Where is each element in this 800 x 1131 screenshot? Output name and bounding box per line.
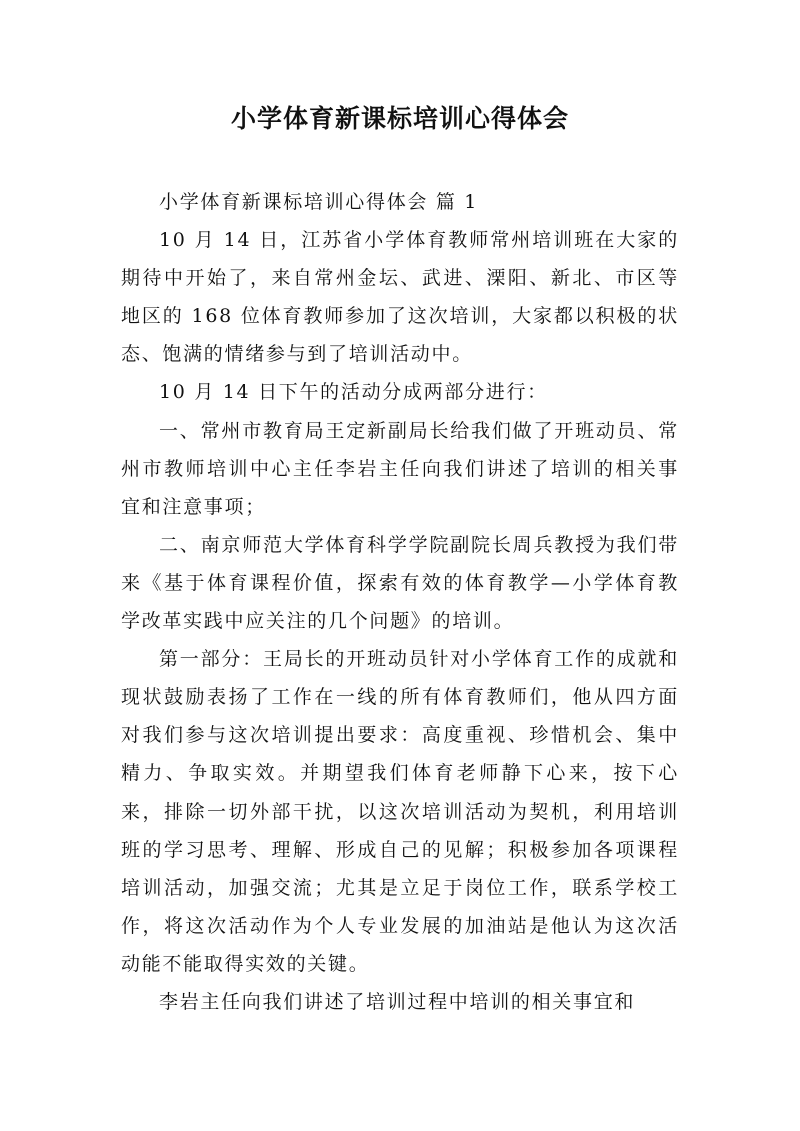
paragraph-first-section: 第一部分：王局长的开班动员针对小学体育工作的成就和现状鼓励表扬了工作在一线的所有体育教师们，他从四方面对我们参与这次培训提出要求：高度重视、珍惜机会、集中精力、争取实效。并期望我们体育老师静下心来，按下心来，排除一切外部干扰，以这次培训活动为契机，利用培训班的学习思考、理解、形成自己的见解；积极参加各项课程培训活动，加强交流；尤其是立足于岗位工作，联系学校工作，将这次活动作为个人专业发展的加油站是他认为这次活动能不能取得实效的关键。 bbox=[121, 648, 679, 975]
paragraph-intro: 10 月 14 日，江苏省小学体育教师常州培训班在大家的期待中开始了，来自常州金坛、武进、溧阳、新北、市区等地区的 168 位体育教师参加了这次培训，大家都以积极的状态、饱满的情绪参与到了培训活动中。 bbox=[121, 229, 679, 366]
paragraph-part-two: 二、南京师范大学体育科学学院副院长周兵教授为我们带来《基于体育课程价值，探索有效的体育教学—小学体育教学改革实践中应关注的几个问题》的培训。 bbox=[121, 533, 679, 633]
section-heading: 小学体育新课标培训心得体会 篇 1 bbox=[159, 191, 479, 213]
document-title: 小学体育新课标培训心得体会 bbox=[230, 104, 569, 133]
paragraph-schedule: 10 月 14 日下午的活动分成两部分进行： bbox=[159, 381, 548, 404]
paragraph-part-one: 一、常州市教育局王定新副局长给我们做了开班动员、常州市教师培训中心主任李岩主任向我们讲述了培训的相关事宜和注意事项； bbox=[121, 419, 679, 518]
paragraph-li-yan: 李岩主任向我们讲述了培训过程中培训的相关事宜和 bbox=[159, 990, 636, 1013]
document-body bbox=[121, 183, 679, 1021]
